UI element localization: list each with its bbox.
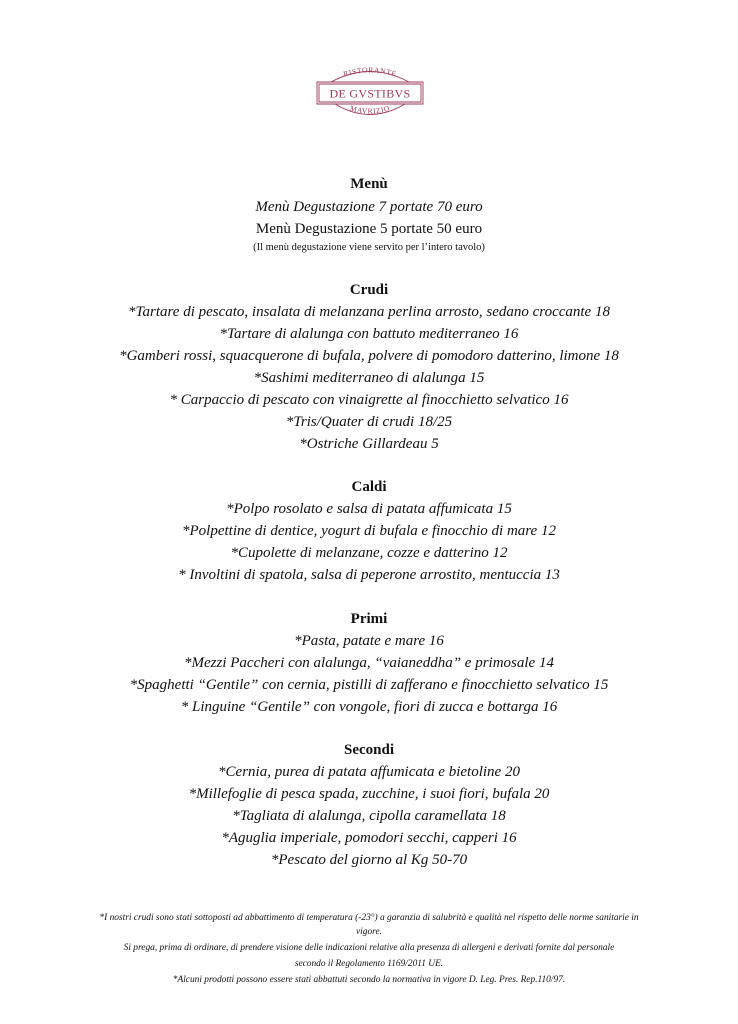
primi-item: *Spaghetti “Gentile” con cernia, pistilli di zafferano e finocchietto selvatico 15 [129,677,609,693]
footer-note-line: secondo il Regolamento 1169/2011 UE. [294,959,444,969]
tasting-menu-note: (Il menù degustazione viene servito per l’intero tavolo) [253,242,485,253]
logo-emblem [311,60,429,126]
crudi-item: *Tris/Quater di crudi 18/25 [285,414,453,430]
primi-item: *Mezzi Paccheri con alalunga, “vaianeddha” e primosale 14 [184,655,554,671]
caldi-item: *Polpo rosolato e salsa di patata affumicata 15 [226,501,512,517]
secondi-item: *Tagliata di alalunga, cipolla caramellata 18 [232,808,506,824]
tasting-menu-5: Menù Degustazione 5 portate 50 euro [255,221,483,237]
secondi-item: *Aguglia imperiale, pomodori secchi, capperi 16 [221,830,517,846]
crudi-item: *Gamberi rossi, squacquerone di bufala, polvere di pomodoro datterino, limone 18 [119,348,619,364]
secondi-item: *Pescato del giorno al Kg 50-70 [270,852,468,868]
secondi-item: *Cernia, purea di patata affumicata e bietoline 20 [218,764,520,780]
logo-bottom-text: MAVRIZIO [349,103,391,116]
crudi-item: *Sashimi mediterraneo di alalunga 15 [253,370,485,386]
section-title-crudi: Crudi [349,282,389,298]
section-title-primi: Primi [350,611,388,627]
caldi-item: *Cupolette di melanzane, cozze e datterino 12 [230,545,508,561]
footer-note-line: *Alcuni prodotti possono essere stati abbattuti secondo la normativa in vigore D. Leg. Pres. Rep.110/97. [172,975,566,985]
footer-note-line: *I nostri crudi sono stati sottoposti ad abbattimento di temperatura (-23°) a garanzia di salubrità e qualità nel rispetto delle norme sanitarie in [99,913,639,923]
crudi-item: * Carpaccio di pescato con vinaigrette al finocchietto selvatico 16 [169,392,569,408]
crudi-item: *Tartare di pescato, insalata di melanzana perlina arrosto, sedano croccante 18 [128,304,610,320]
crudi-item: *Tartare di alalunga con battuto mediterraneo 16 [219,326,519,342]
section-title-secondi: Secondi [343,742,394,758]
footer-note-line: Si prega, prima di ordinare, di prendere visione delle indicazioni relative alla presenza di allergeni e derivati fornite dal personale [123,943,615,953]
logo-name-text: DE GVSTIBVS [329,86,411,101]
section-title-caldi: Caldi [351,479,387,495]
footer-note-line: vigore. [356,927,382,937]
primi-item: * Linguine “Gentile” con vongole, fiori di zucca e bottarga 16 [180,699,558,715]
secondi-item: *Millefoglie di pesca spada, zucchine, i suoi fiori, bufala 20 [188,786,550,802]
restaurant-logo [311,60,429,126]
tasting-menu-7: Menù Degustazione 7 portate 70 euro [255,199,483,215]
primi-item: *Pasta, patate e mare 16 [294,633,444,649]
crudi-item: *Ostriche Gillardeau 5 [299,436,439,452]
caldi-item: * Involtini di spatola, salsa di peperone arrostito, mentuccia 13 [178,567,560,583]
logo-top-text: RISTORANTE [342,65,398,79]
caldi-item: *Polpettine di dentice, yogurt di bufala e finocchio di mare 12 [182,523,556,539]
menu-title: Menù [350,176,388,192]
